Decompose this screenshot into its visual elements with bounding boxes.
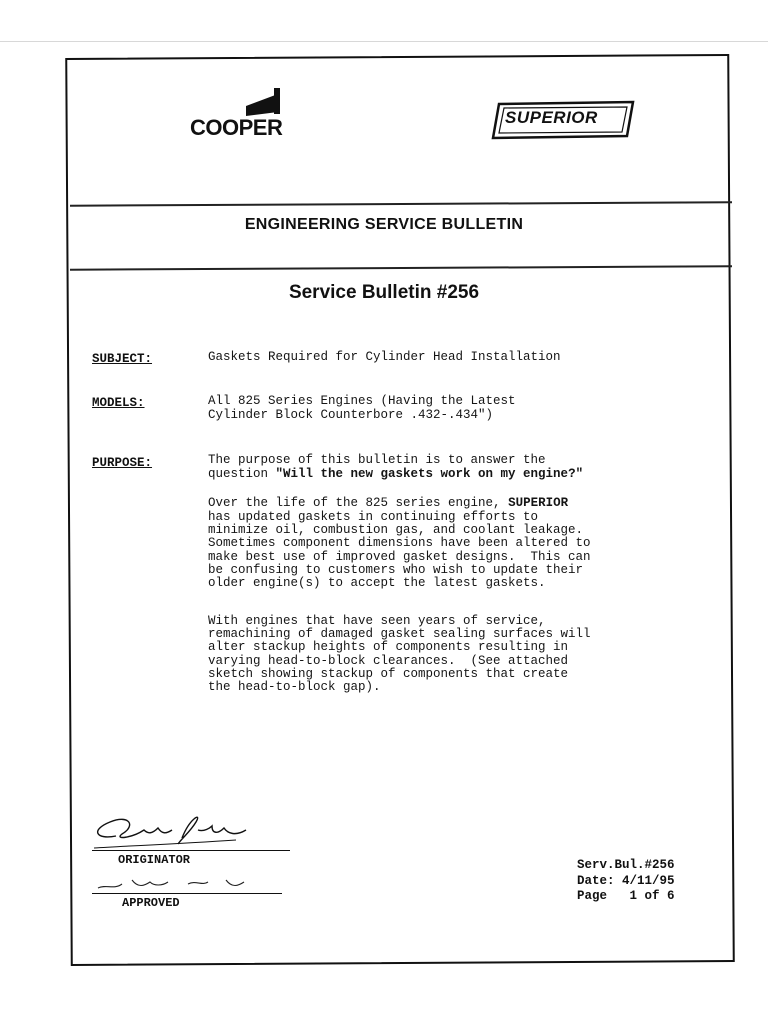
footer-date: Date: 4/11/95: [577, 873, 675, 888]
superior-wordmark: SUPERIOR: [505, 108, 598, 127]
cooper-logo: [190, 88, 300, 138]
cooper-wordmark: COOPER: [190, 115, 283, 140]
models-line-2: Cylinder Block Counterbore .432-.434"): [208, 408, 494, 422]
scan-top-edge: [0, 41, 768, 42]
purpose-p2-line-1: [208, 497, 568, 510]
approved-signature-line: [92, 893, 282, 894]
footer-bulletin-ref: Serv.Bul.#256: [577, 858, 675, 872]
purpose-p1-prefix: question: [208, 467, 276, 481]
purpose-p1-line-1: The purpose of this bulletin is to answer the: [208, 453, 546, 467]
purpose-label: PURPOSE:: [92, 456, 153, 470]
purpose-p1-line-2: [208, 468, 583, 481]
subject-label: SUBJECT:: [92, 352, 153, 366]
superior-logo: [491, 100, 635, 140]
subject-value: Gaskets Required for Cylinder Head Installation: [208, 350, 561, 364]
purpose-p2-prefix: Over the life of the 825 series engine,: [208, 496, 509, 510]
footer-page: Page 1 of 6: [577, 889, 675, 903]
purpose-question: "Will the new gaskets work on my engine?": [275, 467, 584, 481]
header-title: ENGINEERING SERVICE BULLETIN: [244, 216, 524, 233]
bulletin-title: Service Bulletin #256: [288, 282, 480, 303]
originator-label: ORIGINATOR: [118, 853, 191, 867]
cooper-flag-icon: [244, 88, 284, 116]
models-label: MODELS:: [92, 396, 145, 410]
approved-label: APPROVED: [122, 896, 180, 910]
originator-signature-line: [92, 850, 290, 851]
purpose-paragraph-2: has updated gaskets in continuing efforts to minimize oil, combustion gas, and coolant leakage. Sometimes component dimensions have been altered to make best use of improved gasket designs. This can be confusing to customers who wish to update their older engine(s) to accept the latest gaskets.: [208, 510, 591, 591]
purpose-paragraph-3: With engines that have seen years of service, remachining of damaged gasket sealing surfaces will alter stackup heights of components resulting in varying head-to-block clearances. (See attached sketch showing stackup of components that create the head-to-block gap).: [208, 614, 591, 695]
footer-reference: [577, 858, 675, 905]
models-line-1: All 825 Series Engines (Having the Latest: [208, 394, 516, 408]
purpose-p2-brand: SUPERIOR: [508, 496, 569, 510]
